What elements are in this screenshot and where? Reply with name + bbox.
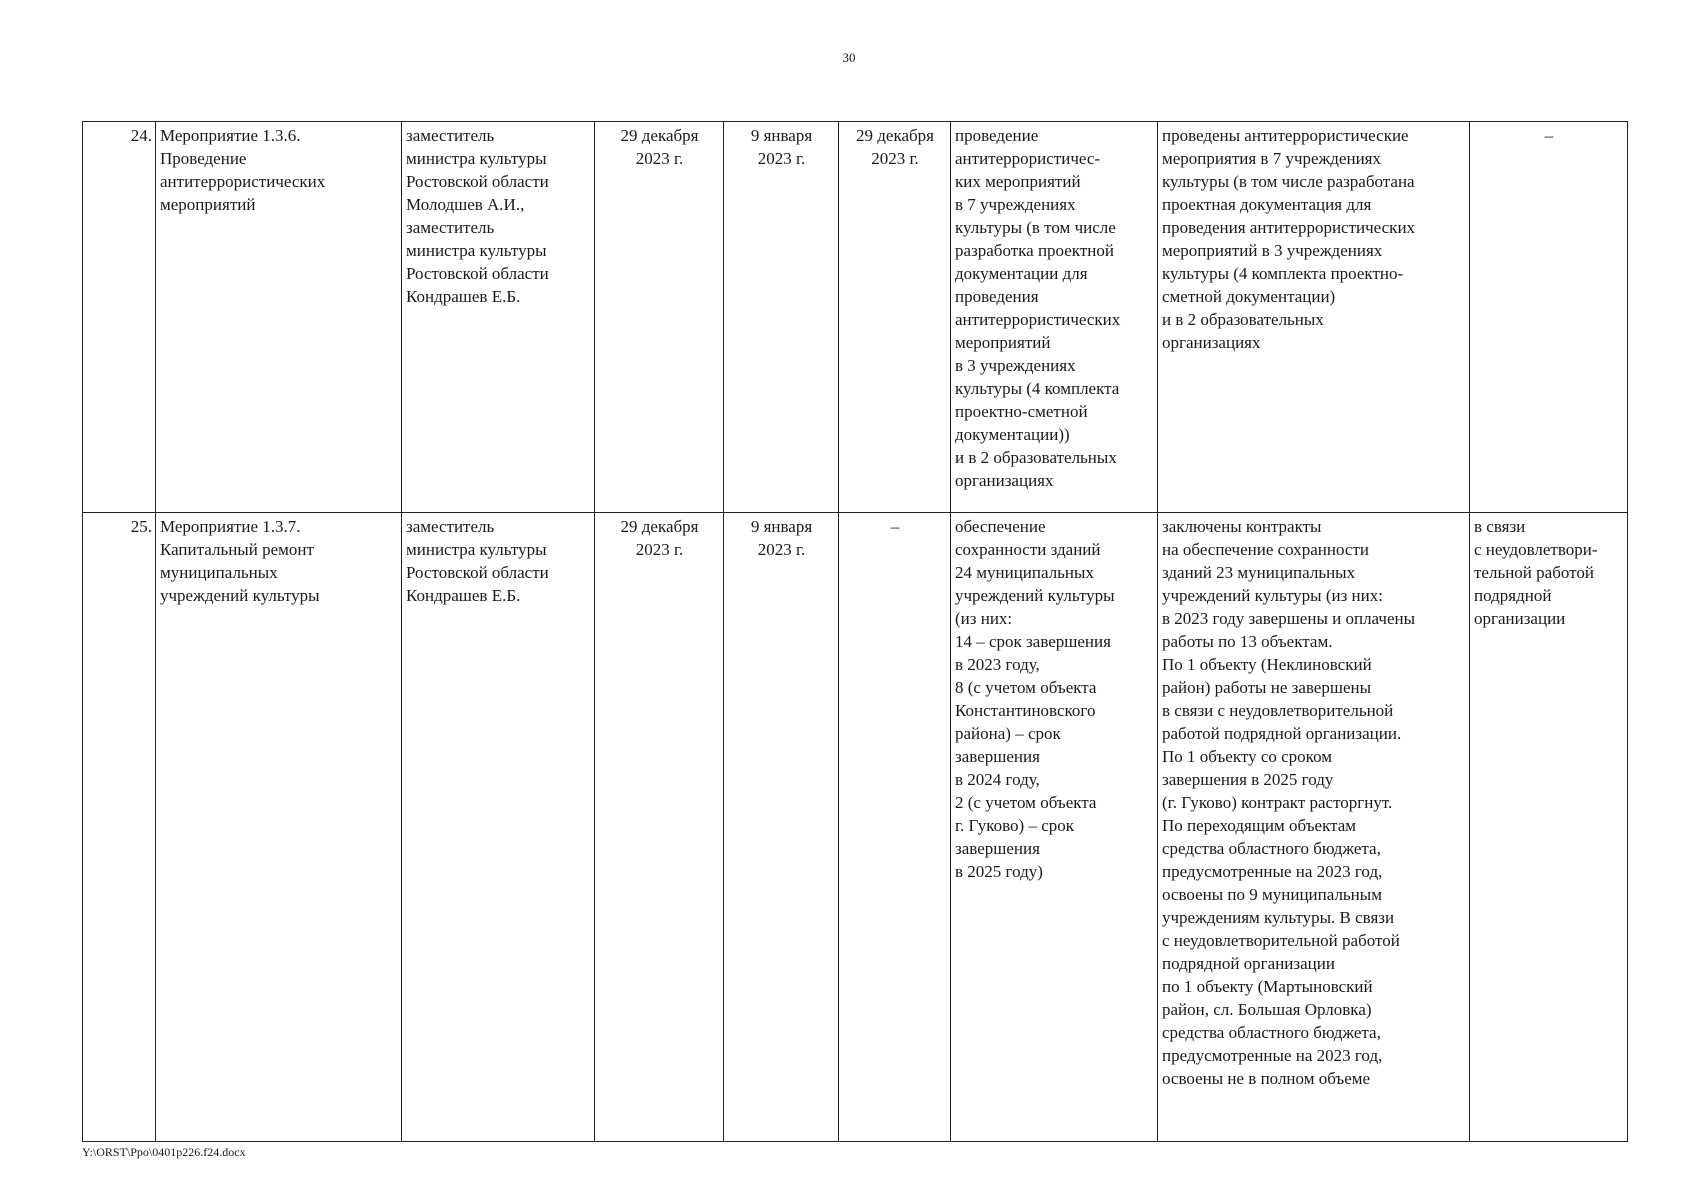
end-date: 29 декабря 2023 г. [839, 122, 951, 513]
activity-name: Мероприятие 1.3.6. Проведение антитеррористических мероприятий [156, 122, 402, 513]
start-date: 9 января 2023 г. [724, 122, 839, 513]
actual-result: проведены антитеррористические мероприятия в 7 учреждениях культуры (в том числе разработана проектная документация для проведения антитеррористических мероприятий в 3 учреждениях культуры (4 комплекта проектно- сметной документации) и в 2 образовательных организациях [1158, 122, 1470, 513]
page-number: 30 [842, 50, 856, 65]
row-number: 24. [83, 122, 156, 513]
start-date: 9 января 2023 г. [724, 513, 839, 1142]
table-row [83, 513, 1628, 1142]
row-number: 25. [83, 513, 156, 1142]
planned-date: 29 декабря 2023 г. [595, 122, 724, 513]
expected-result: обеспечение сохранности зданий 24 муниципальных учреждений культуры (из них: 14 – срок завершения в 2023 году, 8 (с учетом объекта Константиновского района) – срок завершения в 2024 году, 2 (с учетом объекта г. Гуково) – срок завершения в 2025 году) [951, 513, 1158, 1142]
responsible-person: заместитель министра культуры Ростовской области Кондрашев Е.Б. [402, 513, 595, 1142]
end-date: – [839, 513, 951, 1142]
activity-name: Мероприятие 1.3.7. Капитальный ремонт муниципальных учреждений культуры [156, 513, 402, 1142]
actual-result: заключены контракты на обеспечение сохранности зданий 23 муниципальных учреждений культуры (из них: в 2023 году завершены и оплачены работы по 13 объектам. По 1 объекту (Неклиновский район) работы не завершены в связи с неудовлетворительной работой подрядной организации. По 1 объекту со сроком завершения в 2025 году (г. Гуково) контракт расторгнут. По переходящим объектам средства областного бюджета, предусмотренные на 2023 год, освоены по 9 муниципальным учреждениям культуры. В связи с неудовлетворительной работой подрядной организации по 1 объекту (Мартыновский район, сл. Большая Орловка) средства областного бюджета, предусмотренные на 2023 год, освоены не в полном объеме [1158, 513, 1470, 1142]
planned-date: 29 декабря 2023 г. [595, 513, 724, 1142]
report-table [82, 121, 1628, 1142]
responsible-person: заместитель министра культуры Ростовской области Молодшев А.И., заместитель министра культуры Ростовской области Кондрашев Е.Б. [402, 122, 595, 513]
deviation-reason: – [1470, 122, 1628, 513]
file-path: Y:\ORST\Ppo\0401p226.f24.docx [82, 1145, 246, 1159]
table-row [83, 122, 1628, 513]
deviation-reason: в связи с неудовлетвори- тельной работой подрядной организации [1470, 513, 1628, 1142]
expected-result: проведение антитеррористичес- ких мероприятий в 7 учреждениях культуры (в том числе разработка проектной документации для проведения антитеррористических мероприятий в 3 учреждениях культуры (4 комплекта проектно-сметной документации)) и в 2 образовательных организациях [951, 122, 1158, 513]
